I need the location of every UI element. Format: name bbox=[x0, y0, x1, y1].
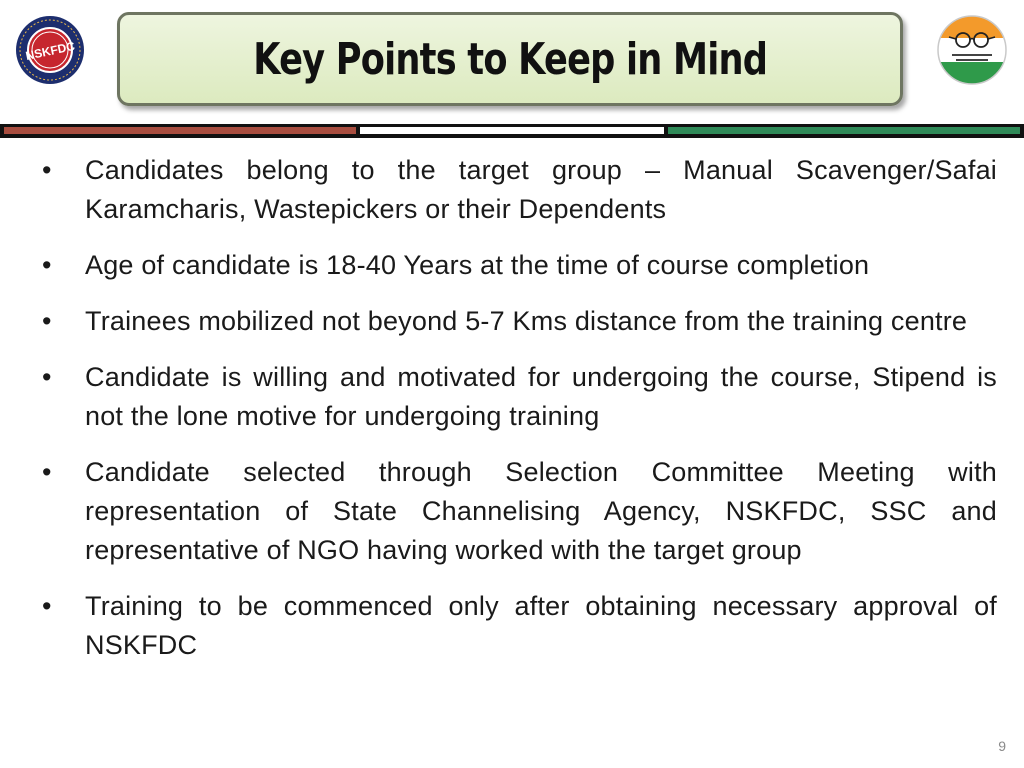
list-item bbox=[40, 453, 997, 570]
page-number: 9 bbox=[998, 738, 1006, 754]
list-item bbox=[40, 246, 997, 285]
list-item-text: Candidate selected through Selection Committee Meeting with representation of State Channelising Agency, NSKFDC, SSC and representative of NGO having worked with the target group bbox=[85, 457, 997, 565]
list-item bbox=[40, 302, 997, 341]
bullet-icon: • bbox=[42, 306, 52, 336]
bullet-icon: • bbox=[42, 155, 52, 185]
list-item-text: Candidates belong to the target group – Manual Scavenger/Safai Karamcharis, Wastepickers or their Dependents bbox=[85, 155, 997, 224]
bullet-icon: • bbox=[42, 591, 52, 621]
list-item-text: Trainees mobilized not beyond 5-7 Kms distance from the training centre bbox=[85, 306, 968, 336]
divider-stripe-white bbox=[360, 127, 664, 134]
swachh-bharat-logo bbox=[936, 14, 1008, 86]
list-item-text: Training to be commenced only after obtaining necessary approval of NSKFDC bbox=[85, 591, 997, 660]
list-item-text: Candidate is willing and motivated for undergoing the course, Stipend is not the lone motive for undergoing training bbox=[85, 362, 997, 431]
bullet-icon: • bbox=[42, 250, 52, 280]
bullet-icon: • bbox=[42, 457, 52, 487]
key-points-list bbox=[40, 151, 997, 682]
nskfdc-logo-text: NSKFDC bbox=[24, 38, 77, 64]
title-box bbox=[117, 12, 903, 106]
list-item-text: Age of candidate is 18-40 Years at the time of course completion bbox=[85, 250, 870, 280]
swachh-bharat-logo-graphic bbox=[936, 14, 1008, 86]
nskfdc-logo-graphic bbox=[14, 14, 86, 86]
divider-stripe-saffron bbox=[4, 127, 356, 134]
list-item bbox=[40, 587, 997, 665]
nskfdc-logo bbox=[14, 14, 86, 86]
list-item bbox=[40, 151, 997, 229]
bullet-icon: • bbox=[42, 362, 52, 392]
list-item bbox=[40, 358, 997, 436]
divider-stripe-green bbox=[668, 127, 1020, 134]
page-title: Key Points to Keep in Mind bbox=[253, 33, 767, 85]
